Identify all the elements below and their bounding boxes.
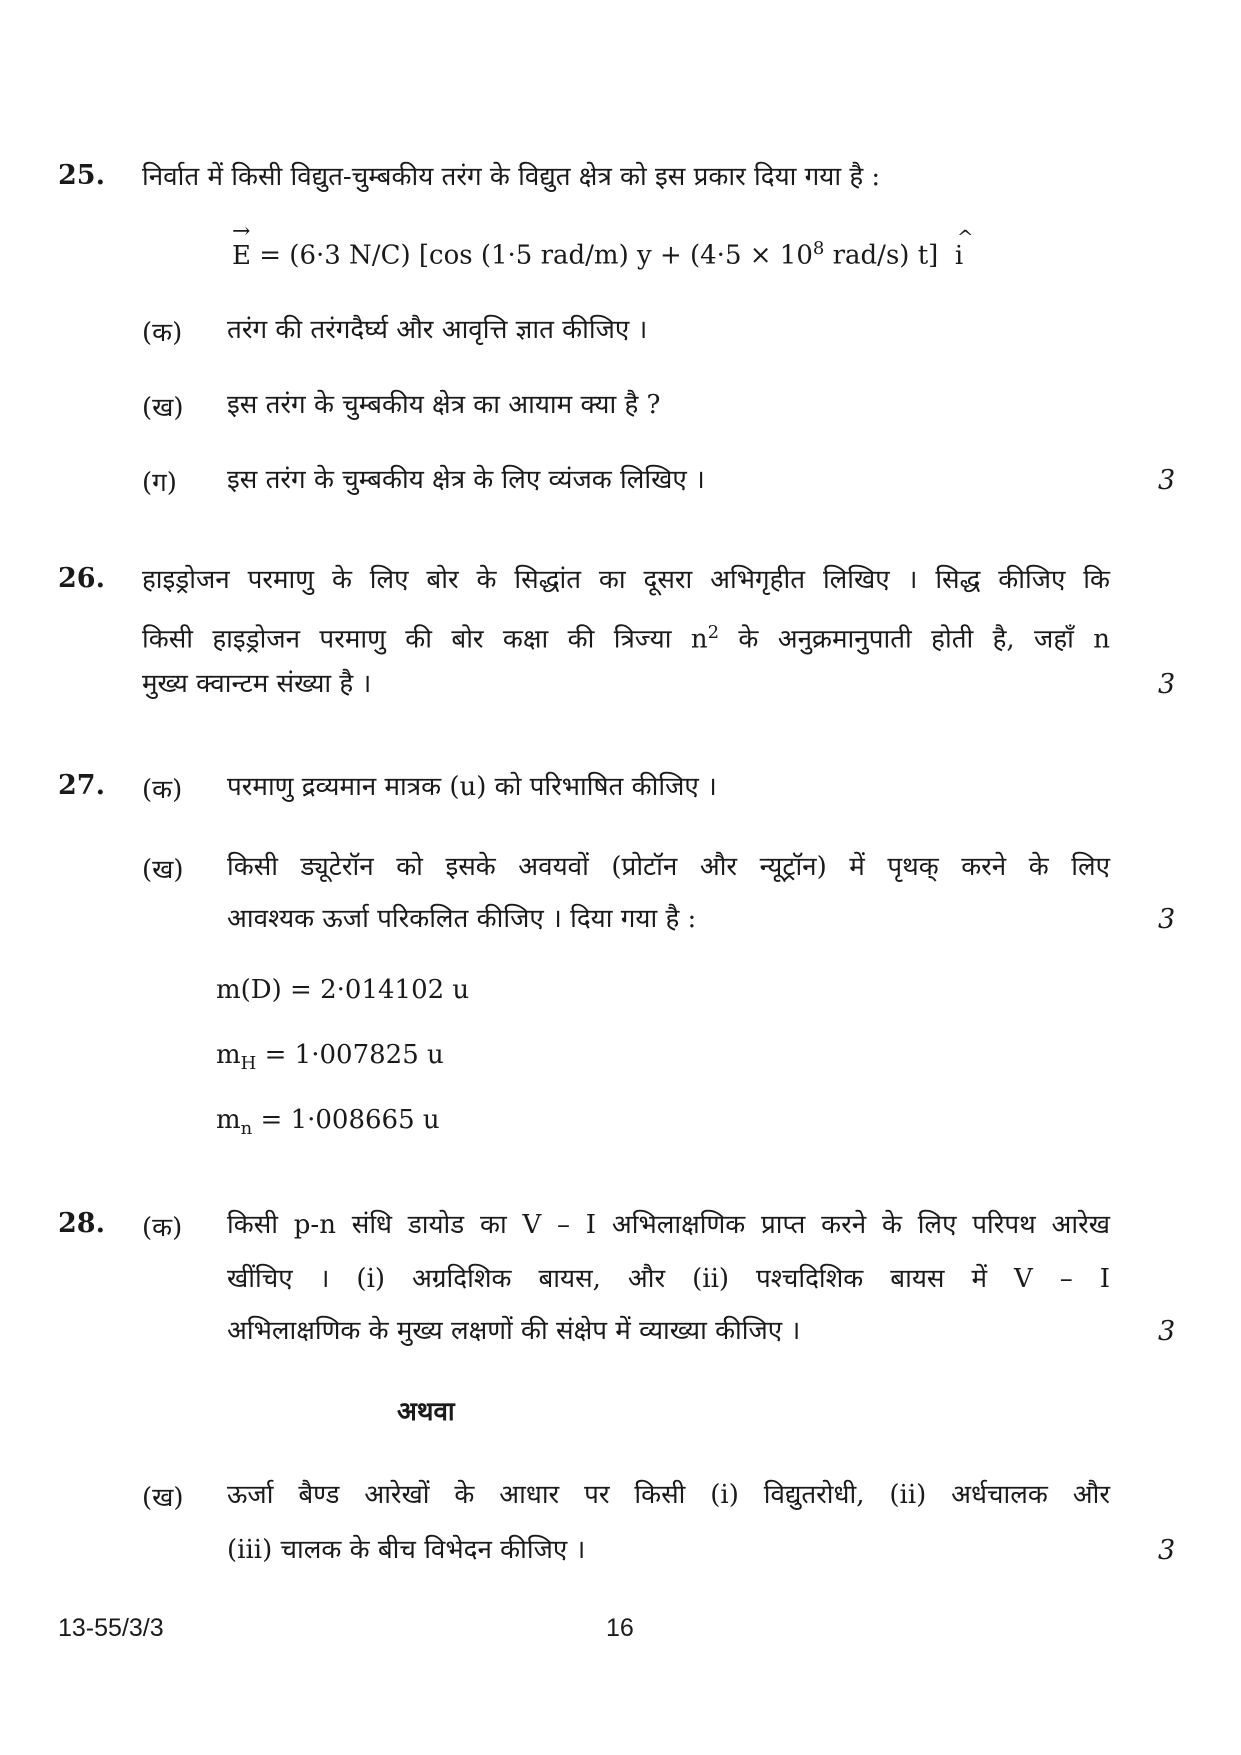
q28-part-a-line-2: खींचिए । (i) अग्रदिशिक बायस, और (ii) पश्चदिशिक बायस में V – I [227,1264,1110,1294]
given-mass-hydrogen: $m_H = 1\cdot 007825$ u [216,1040,444,1075]
paper-code: 13-55/3/3 [58,1614,164,1642]
q25-part-a-label: (क) [142,318,183,348]
q26-line-3: मुख्य क्वान्टम संख्या है । [142,669,372,699]
q25-part-b-text: इस तरंग के चुम्बकीय क्षेत्र का आयाम क्या है ? [227,390,661,420]
question-25-text: निर्वात में किसी विद्युत-चुम्बकीय तरंग के विद्युत क्षेत्र को इस प्रकार दिया गया है : [142,162,881,192]
question-number-26: 26. [58,563,105,594]
given-mass-neutron: $m_n = 1\cdot 008665$ u [216,1105,440,1140]
q26-exponent: 2 [707,622,720,643]
q28-part-b-label: (ख) [142,1483,184,1513]
q28-part-a-marks: 3 [1158,1316,1176,1347]
q25-part-b-label: (ख) [142,393,184,423]
q26-line-2: किसी हाइड्रोजन परमाणु की बोर कक्षा की त्रिज्या $n^2$ के अनुक्रमानुपाती होती है, जहाँ n [142,622,1110,655]
page-number: 16 [606,1614,634,1642]
given-mass-deuteron: m(D) = 2·014102 u [216,975,470,1005]
q28-part-a-line-3: अभिलाक्षणिक के मुख्य लक्षणों की संक्षेप में व्याख्या कीजिए । [227,1316,801,1346]
or-separator: अथवा [397,1397,455,1427]
question-number-25: 25. [58,160,105,191]
q28-part-a-label: (क) [142,1213,183,1243]
question-number-27: 27. [58,770,105,801]
q25-part-c-label: (ग) [142,468,177,498]
q27-part-a-label: (क) [142,775,183,805]
q27-part-b-line-2: आवश्यक ऊर्जा परिकलित कीजिए । दिया गया है : [227,904,697,934]
q25-equation-exponent: 8 [812,238,825,259]
q28-part-b-line-1: ऊर्जा बैण्ड आरेखों के आधार पर किसी (i) विद्युतरोधी, (ii) अर्धचालक और [227,1480,1110,1510]
q27-part-b-line-1: किसी ड्यूटेरॉन को इसके अवयवों (प्रोटॉन और न्यूट्रॉन) में पृथक् करने के लिए [227,852,1110,882]
q28-part-b-line-2: (iii) चालक के बीच विभेदन कीजिए । [227,1535,586,1565]
q25-equation-tail: rad/s) t] [824,240,939,271]
hat-icon: ^ [956,224,974,249]
q28-part-a-line-1: किसी p-n संधि डायोड का V – I अभिलाक्षणिक प्राप्त करने के लिए परिपथ आरेख [227,1210,1110,1240]
q26-line-1: हाइड्रोजन परमाणु के लिए बोर के सिद्धांत का दूसरा अभिगृहीत लिखिए । सिद्ध कीजिए कि [142,565,1110,595]
q25-part-a-text: तरंग की तरंगदैर्घ्य और आवृत्ति ज्ञात कीजिए । [227,315,648,345]
unit-vector-i: ^ i [954,224,974,271]
q27-part-b-label: (ख) [142,855,184,885]
q27-part-a-text: परमाणु द्रव्यमान मात्रक (u) को परिभाषित कीजिए । [227,772,717,802]
q25-equation-body: = (6·3 N/C) [cos (1·5 rad/m) y + (4·5 × 10 [259,240,813,271]
q25-equation [232,218,974,271]
vector-arrow-icon: → [232,218,251,244]
q26-marks: 3 [1158,669,1176,700]
q27-marks: 3 [1158,904,1176,935]
question-number-28: 28. [58,1208,105,1239]
q28-part-b-marks: 3 [1158,1535,1176,1566]
q25-marks: 3 [1158,465,1176,496]
q25-part-c-text: इस तरंग के चुम्बकीय क्षेत्र के लिए व्यंजक लिखिए । [227,465,705,495]
vector-e: → E [232,218,251,271]
